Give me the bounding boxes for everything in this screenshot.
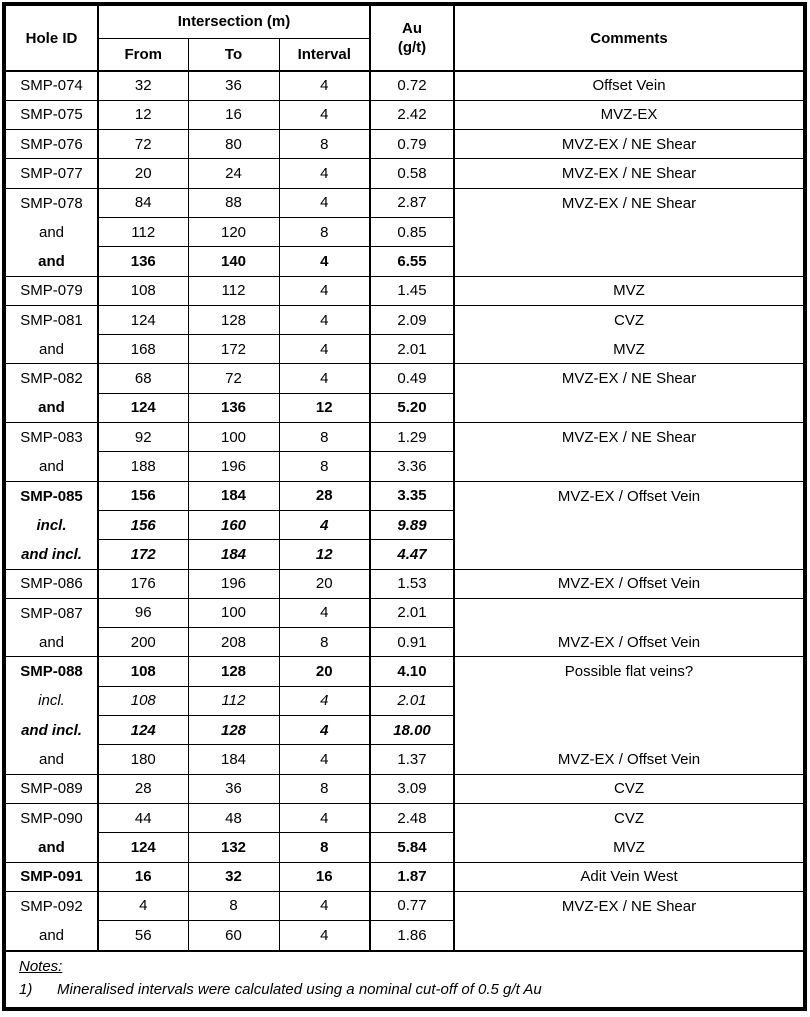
from-cell: 124 [98,393,188,422]
results-table-body [6,71,803,950]
comment-cell: MVZ-EX / Offset Vein [454,481,803,510]
hole-id-cell: SMP-091 [6,862,98,891]
to-cell: 16 [188,100,279,129]
from-cell: 92 [98,423,188,452]
to-cell: 140 [188,247,279,276]
comment-cell: MVZ-EX / Offset Vein [454,569,803,598]
from-cell: 32 [98,71,188,100]
au-label-line1: Au [402,20,422,37]
table-row [6,833,803,862]
table-row [6,393,803,422]
to-cell: 128 [188,716,279,745]
au-grade-cell: 1.29 [370,423,454,452]
from-cell: 156 [98,510,188,539]
au-grade-cell: 5.84 [370,833,454,862]
hole-id-cell: and [38,838,65,856]
au-grade-cell: 0.72 [370,71,454,100]
interval-cell: 8 [279,130,370,159]
au-grade-cell: 3.36 [370,452,454,481]
hole-id-cell: and [38,223,65,241]
hole-id-cell: SMP-074 [6,71,98,100]
from-cell: 172 [98,540,188,569]
hole-id-cell: SMP-086 [6,569,98,598]
table-row [6,305,803,334]
comment-cell: MVZ-EX / NE Shear [454,364,803,393]
column-header-intersection: Intersection (m) [98,6,370,38]
table-row [6,686,803,715]
table-row [6,364,803,393]
from-cell: 20 [98,159,188,188]
comment-cell [454,540,803,569]
interval-cell: 8 [279,217,370,246]
interval-cell: 16 [279,862,370,891]
interval-cell: 4 [279,598,370,627]
from-cell: 168 [98,335,188,364]
to-cell: 112 [188,276,279,305]
au-grade-cell: 0.79 [370,130,454,159]
column-header-to: To [188,38,279,71]
from-cell: 72 [98,130,188,159]
comment-cell [454,452,803,481]
table-row [6,247,803,276]
interval-cell: 4 [279,276,370,305]
table-row [6,774,803,803]
to-cell: 184 [188,540,279,569]
table-row [6,188,803,217]
interval-cell: 28 [279,481,370,510]
interval-cell: 4 [279,71,370,100]
interval-cell: 8 [279,423,370,452]
au-grade-cell: 1.45 [370,276,454,305]
interval-cell: 4 [279,364,370,393]
to-cell: 160 [188,510,279,539]
interval-cell: 20 [279,657,370,686]
hole-id-cell: SMP-083 [6,423,98,452]
from-cell: 136 [98,247,188,276]
note-number: 1) [19,980,33,998]
comment-cell: Adit Vein West [454,862,803,891]
hole-id-cell: and [38,340,65,358]
hole-id-cell: SMP-079 [6,276,98,305]
table-row [6,657,803,686]
au-grade-cell: 2.48 [370,803,454,832]
to-cell: 196 [188,452,279,481]
comment-cell: Possible flat veins? [454,657,803,686]
column-header-comments: Comments [454,6,803,71]
hole-id-cell: and [38,750,65,768]
from-cell: 16 [98,862,188,891]
comment-cell: MVZ-EX / Offset Vein [454,628,803,657]
notes-section [6,950,803,1007]
from-cell: 156 [98,481,188,510]
table-row [6,100,803,129]
from-cell: 28 [98,774,188,803]
au-grade-cell: 5.20 [370,393,454,422]
interval-cell: 4 [279,188,370,217]
au-grade-cell: 4.47 [370,540,454,569]
from-cell: 124 [98,305,188,334]
table-row [6,716,803,745]
comment-cell: MVZ [454,833,803,862]
to-cell: 128 [188,305,279,334]
from-cell: 108 [98,657,188,686]
hole-id-cell: SMP-087 [6,598,98,627]
au-grade-cell: 1.53 [370,569,454,598]
hole-id-cell: and [38,399,65,417]
table-row [6,510,803,539]
table-row [6,921,803,950]
hole-id-cell: and [38,252,65,270]
to-cell: 60 [188,921,279,950]
table-row [6,423,803,452]
note-item [19,981,793,998]
interval-cell: 8 [279,774,370,803]
au-grade-cell: 6.55 [370,247,454,276]
interval-cell: 4 [279,159,370,188]
to-cell: 136 [188,393,279,422]
hole-id-cell: SMP-078 [6,188,98,217]
comment-cell: MVZ [454,335,803,364]
to-cell: 36 [188,71,279,100]
from-cell: 176 [98,569,188,598]
note-text: Mineralised intervals were calculated using a nominal cut-off of 0.5 g/t Au [57,980,542,998]
from-cell: 180 [98,745,188,774]
table-row [6,891,803,920]
au-grade-cell: 2.09 [370,305,454,334]
comment-cell [454,510,803,539]
interval-cell: 12 [279,393,370,422]
to-cell: 48 [188,803,279,832]
hole-id-cell: SMP-089 [6,774,98,803]
hole-id-cell: incl. [36,516,67,534]
au-label-line2: (g/t) [397,39,427,56]
table-row [6,130,803,159]
to-cell: 24 [188,159,279,188]
hole-id-cell: SMP-081 [6,305,98,334]
interval-cell: 4 [279,247,370,276]
comment-cell: MVZ-EX / NE Shear [454,130,803,159]
hole-id-cell: incl. [38,692,65,710]
to-cell: 196 [188,569,279,598]
table-row [6,628,803,657]
hole-id-cell: SMP-075 [6,100,98,129]
to-cell: 8 [188,891,279,920]
to-cell: 36 [188,774,279,803]
to-cell: 100 [188,598,279,627]
comment-cell: MVZ-EX / NE Shear [454,423,803,452]
to-cell: 172 [188,335,279,364]
from-cell: 68 [98,364,188,393]
interval-cell: 4 [279,335,370,364]
interval-cell: 4 [279,745,370,774]
table-row [6,540,803,569]
interval-cell: 20 [279,569,370,598]
table-row [6,276,803,305]
from-cell: 56 [98,921,188,950]
au-grade-cell: 2.01 [370,686,454,715]
au-grade-cell: 18.00 [370,716,454,745]
au-grade-cell: 9.89 [370,510,454,539]
comment-cell: CVZ [454,305,803,334]
au-grade-cell: 0.85 [370,217,454,246]
au-grade-cell: 1.87 [370,862,454,891]
au-grade-cell: 2.87 [370,188,454,217]
from-cell: 124 [98,833,188,862]
comment-cell [454,598,803,627]
au-grade-cell: 2.01 [370,598,454,627]
to-cell: 72 [188,364,279,393]
hole-id-cell: and [38,633,65,651]
au-grade-cell: 3.35 [370,481,454,510]
from-cell: 112 [98,217,188,246]
interval-cell: 4 [279,510,370,539]
table-row [6,452,803,481]
table-header [6,6,803,71]
table-row [6,803,803,832]
interval-cell: 8 [279,628,370,657]
to-cell: 184 [188,745,279,774]
from-cell: 108 [98,686,188,715]
hole-id-cell: SMP-085 [6,481,98,510]
hole-id-cell: SMP-090 [6,803,98,832]
interval-cell: 4 [279,305,370,334]
table-row [6,71,803,100]
interval-cell: 4 [279,891,370,920]
to-cell: 120 [188,217,279,246]
comment-cell: MVZ-EX / Offset Vein [454,745,803,774]
hole-id-cell: and incl. [21,545,82,563]
comment-cell [454,247,803,276]
au-grade-cell: 0.77 [370,891,454,920]
interval-cell: 4 [279,716,370,745]
column-header-au [370,6,454,71]
interval-cell: 4 [279,803,370,832]
au-grade-cell: 0.49 [370,364,454,393]
au-grade-cell: 0.58 [370,159,454,188]
column-header-from: From [98,38,188,71]
column-header-interval: Interval [279,38,370,71]
au-grade-cell: 1.37 [370,745,454,774]
from-cell: 84 [98,188,188,217]
au-grade-cell: 1.86 [370,921,454,950]
from-cell: 200 [98,628,188,657]
header-row-top [6,6,803,38]
au-grade-cell: 2.42 [370,100,454,129]
from-cell: 124 [98,716,188,745]
to-cell: 88 [188,188,279,217]
hole-id-cell: and [38,457,65,475]
to-cell: 112 [188,686,279,715]
comment-cell: MVZ-EX / NE Shear [454,188,803,217]
table-row [6,335,803,364]
from-cell: 4 [98,891,188,920]
hole-id-cell: and incl. [21,721,82,739]
to-cell: 128 [188,657,279,686]
hole-id-cell: SMP-092 [6,891,98,920]
comment-cell [454,716,803,745]
comment-cell [454,393,803,422]
table-row [6,159,803,188]
comment-cell: Offset Vein [454,71,803,100]
table-row [6,745,803,774]
interval-cell: 4 [279,921,370,950]
comment-cell: CVZ [454,774,803,803]
notes-title: Notes: [19,957,63,975]
from-cell: 108 [98,276,188,305]
to-cell: 132 [188,833,279,862]
to-cell: 184 [188,481,279,510]
comment-cell: MVZ-EX / NE Shear [454,891,803,920]
hole-id-cell: SMP-082 [6,364,98,393]
table-row [6,862,803,891]
comment-cell: CVZ [454,803,803,832]
to-cell: 208 [188,628,279,657]
to-cell: 100 [188,423,279,452]
from-cell: 44 [98,803,188,832]
interval-cell: 12 [279,540,370,569]
hole-id-cell: SMP-077 [6,159,98,188]
comment-cell [454,921,803,950]
drill-results-table-frame [2,2,807,1011]
comment-cell: MVZ [454,276,803,305]
interval-cell: 8 [279,833,370,862]
au-grade-cell: 2.01 [370,335,454,364]
hole-id-cell: SMP-088 [6,657,98,686]
table-row [6,217,803,246]
to-cell: 80 [188,130,279,159]
comment-cell: MVZ-EX / NE Shear [454,159,803,188]
interval-cell: 4 [279,100,370,129]
from-cell: 12 [98,100,188,129]
interval-cell: 8 [279,452,370,481]
comment-cell [454,217,803,246]
table-row [6,481,803,510]
hole-id-cell: and [38,926,65,944]
au-grade-cell: 0.91 [370,628,454,657]
from-cell: 188 [98,452,188,481]
to-cell: 32 [188,862,279,891]
hole-id-cell: SMP-076 [6,130,98,159]
au-grade-cell: 3.09 [370,774,454,803]
comment-cell: MVZ-EX [454,100,803,129]
comment-cell [454,686,803,715]
drill-results-table [6,6,803,950]
table-row [6,598,803,627]
table-row [6,569,803,598]
column-header-hole-id: Hole ID [25,29,78,47]
au-grade-cell: 4.10 [370,657,454,686]
interval-cell: 4 [279,686,370,715]
from-cell: 96 [98,598,188,627]
